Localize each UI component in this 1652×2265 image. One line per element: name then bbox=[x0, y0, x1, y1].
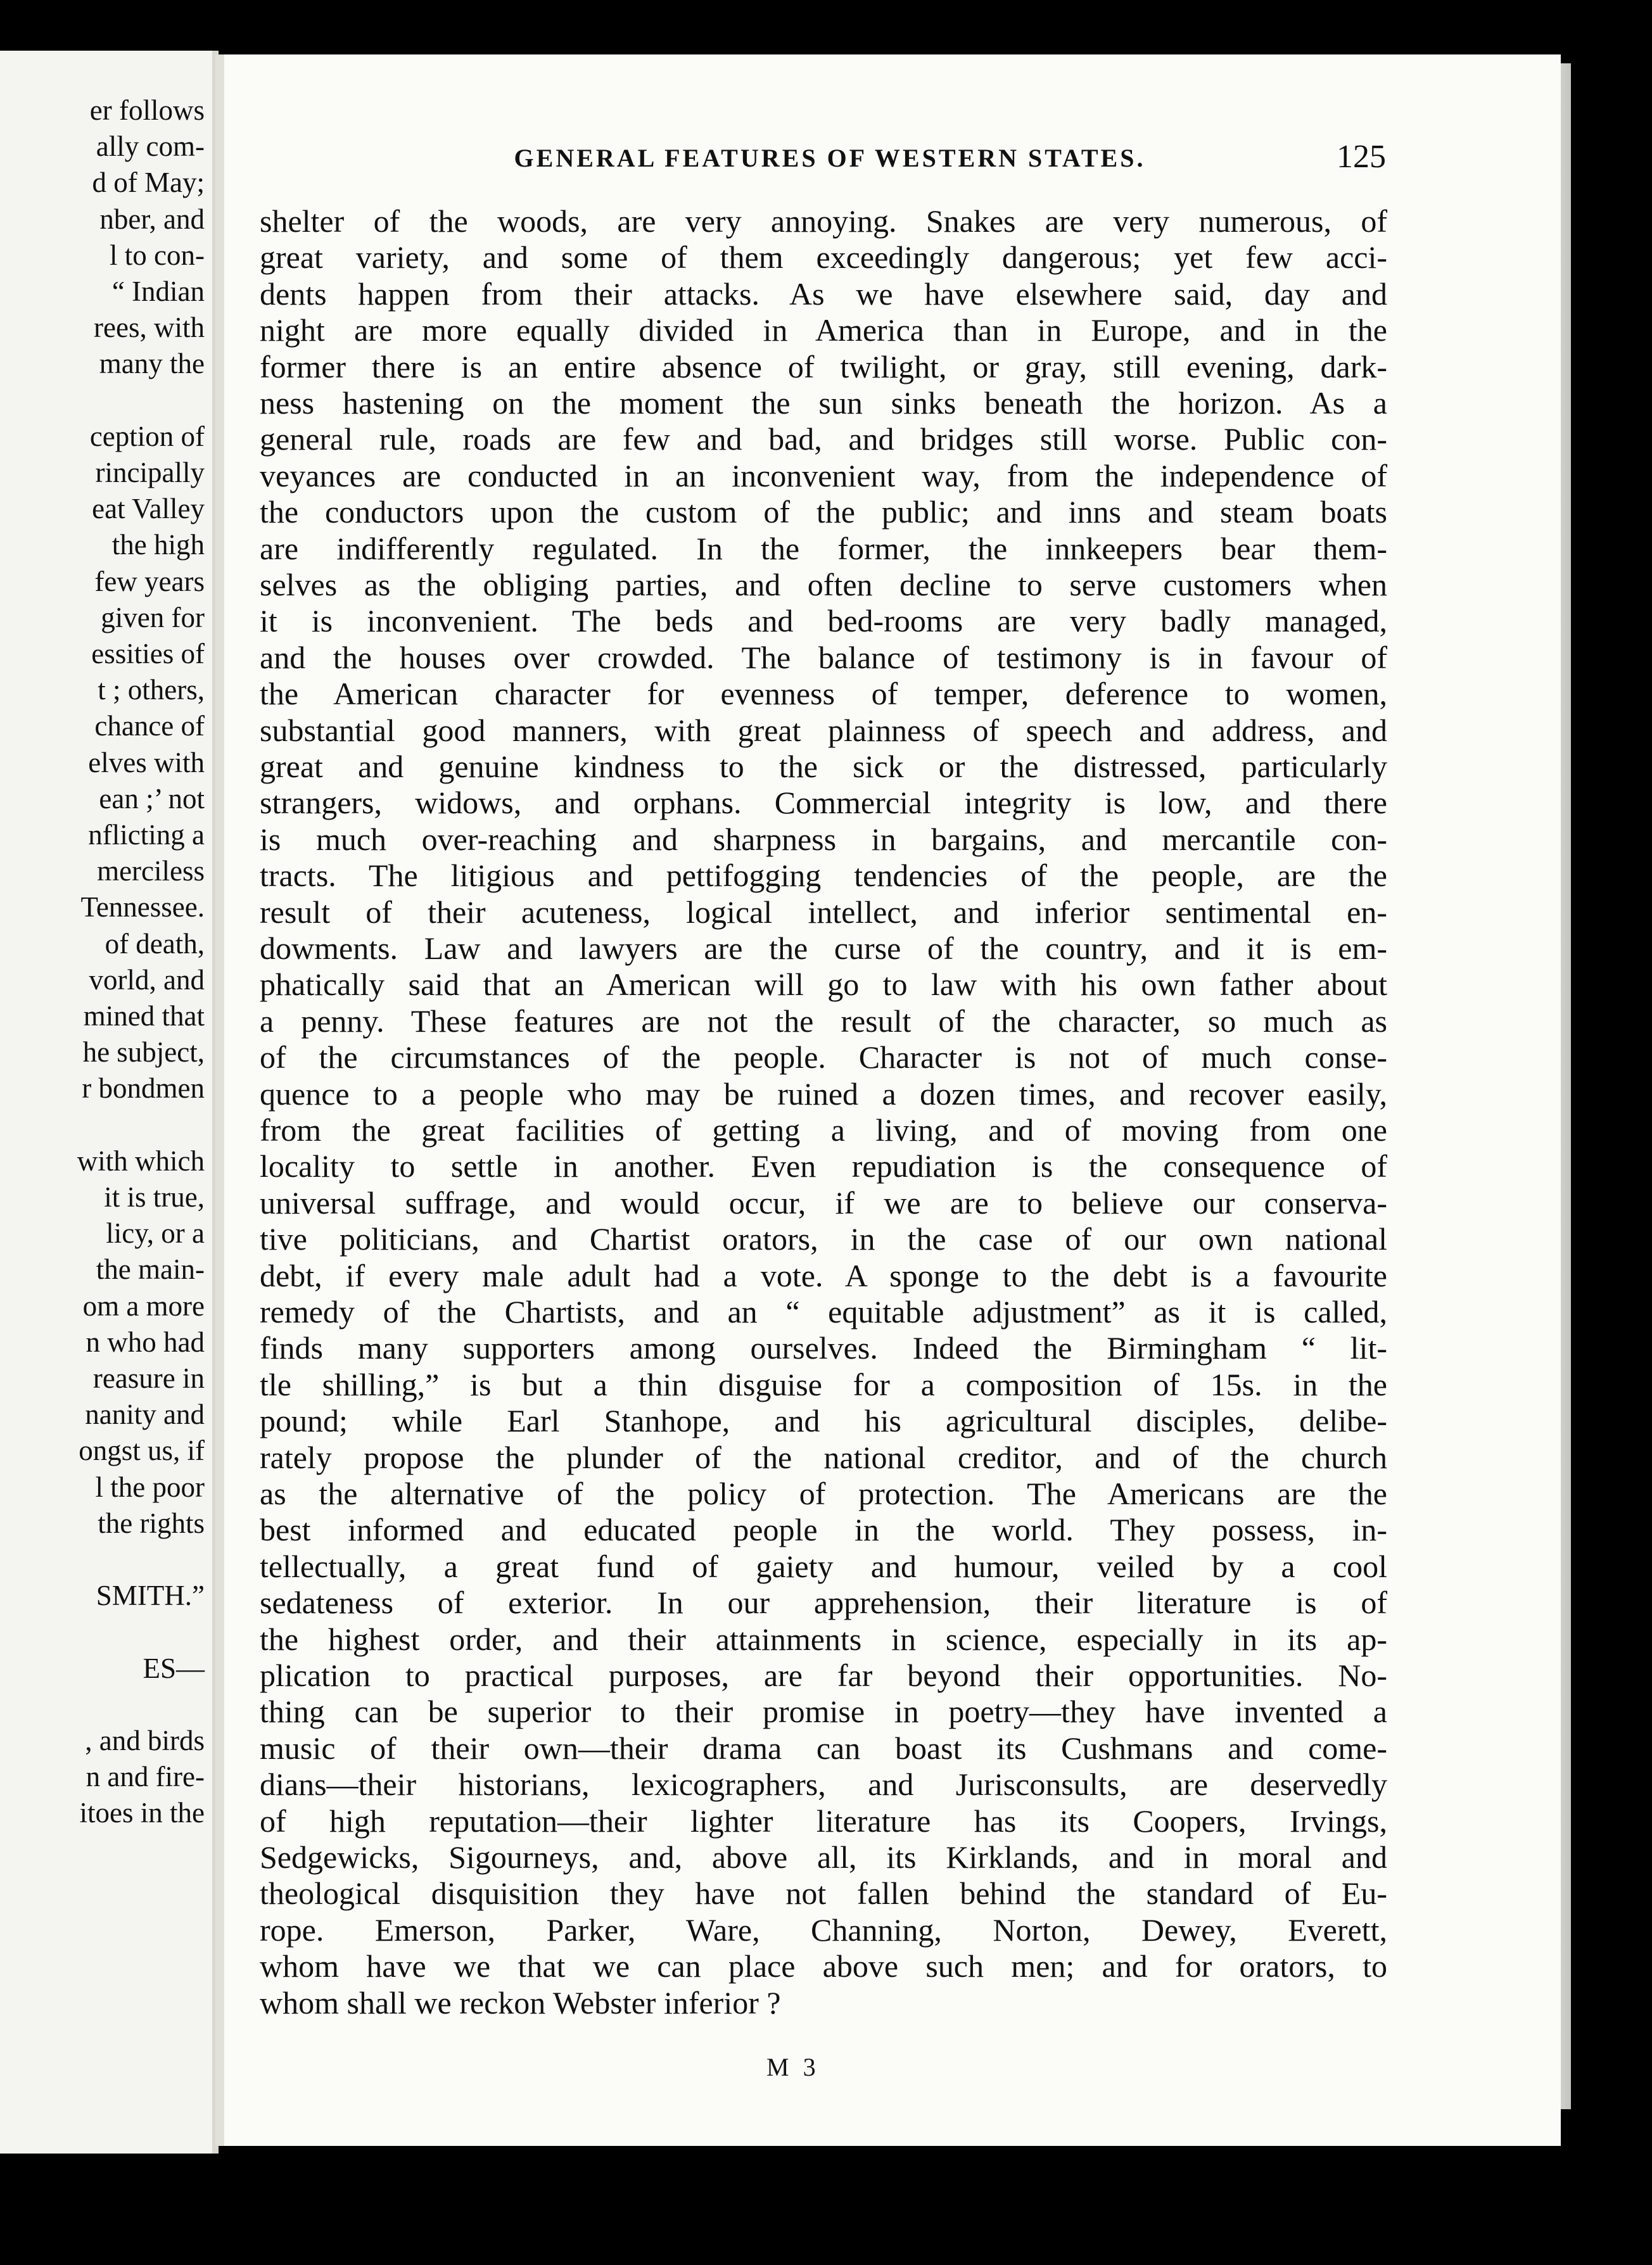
body-text-line: locality to settle in another. Even repudiation is the consequence of bbox=[260, 1148, 1387, 1184]
left-facing-page bbox=[0, 51, 219, 2154]
left-text-line: ongst us, if bbox=[79, 1435, 205, 1467]
body-text-line: theological disquisition they have not fallen behind the standard of Eu- bbox=[260, 1875, 1387, 1912]
body-text-line: tle shilling,” is but a thin disguise for a composition of 15s. in the bbox=[260, 1366, 1387, 1402]
body-text-line: the American character for evenness of temper, deference to women, bbox=[260, 676, 1387, 712]
left-text-line: , and birds bbox=[85, 1725, 205, 1756]
left-text-line: mined that bbox=[83, 1000, 205, 1032]
body-text-line: substantial good manners, with great plainness of speech and address, and bbox=[260, 712, 1387, 748]
body-text-line: result of their acuteness, logical intellect, and inferior sentimental en- bbox=[260, 894, 1387, 930]
body-text-line: thing can be superior to their promise in poetry—they have invented a bbox=[260, 1694, 1387, 1730]
body-text-line: from the great facilities of getting a living, and of moving from one bbox=[260, 1112, 1387, 1148]
left-text-line: given for bbox=[101, 601, 205, 633]
body-text-line: great variety, and some of them exceedingly dangerous; yet few acci- bbox=[260, 239, 1387, 276]
left-text-line: er follows bbox=[89, 94, 205, 126]
body-text-line: general rule, roads are few and bad, and bridges still worse. Public con- bbox=[260, 421, 1387, 457]
body-text-line: ness hastening on the moment the sun sinks beneath the horizon. As a bbox=[260, 385, 1387, 421]
page-number: 125 bbox=[1337, 139, 1386, 175]
left-text-line: the rights bbox=[98, 1507, 205, 1539]
left-text-line: the high bbox=[111, 529, 205, 561]
left-text-line: he subject, bbox=[82, 1036, 205, 1069]
left-text-line: few years bbox=[94, 565, 205, 597]
body-text-line: is much over-reaching and sharpness in bargains, and mercantile con- bbox=[260, 821, 1387, 857]
left-text-line: d of May; bbox=[92, 167, 205, 199]
signature-mark: M 3 bbox=[766, 2053, 820, 2081]
left-text-line: nanity and bbox=[85, 1399, 205, 1431]
body-text-line: of high reputation—their lighter literature has its Coopers, Irvings, bbox=[260, 1803, 1387, 1839]
body-text-line: universal suffrage, and would occur, if we are to believe our conserva- bbox=[260, 1184, 1387, 1221]
left-text-line: ean ;’ not bbox=[99, 782, 205, 815]
left-text-line: reasure in bbox=[92, 1362, 205, 1394]
left-text-line: t ; others, bbox=[98, 674, 205, 706]
body-text-line: former there is an entire absence of twilight, or gray, still evening, dark- bbox=[260, 348, 1387, 384]
left-text-line: Tennessee. bbox=[80, 891, 205, 923]
left-text-line: licy, or a bbox=[106, 1217, 205, 1250]
left-text-line: om a more bbox=[82, 1290, 205, 1322]
body-text-line: remedy of the Chartists, and an “ equitable adjustment” as it is called, bbox=[260, 1294, 1387, 1329]
body-text-line: dians—their historians, lexicographers, and Jurisconsults, are deservedly bbox=[260, 1767, 1387, 1803]
left-text-line: ception of bbox=[89, 420, 205, 452]
left-text-line: n and fire- bbox=[86, 1761, 205, 1793]
body-text-line: pound; while Earl Stanhope, and his agricultural disciples, delibe- bbox=[260, 1403, 1387, 1439]
body-text-line: selves as the obliging parties, and often decline to serve customers when bbox=[260, 567, 1387, 602]
body-text-line: whom shall we reckon Webster inferior ? bbox=[260, 1984, 781, 2021]
left-text-line: merciless bbox=[97, 855, 205, 887]
left-text-line: many the bbox=[99, 348, 205, 380]
body-text-line: best informed and educated people in the world. They possess, in- bbox=[260, 1512, 1387, 1548]
left-text-line: rees, with bbox=[94, 312, 205, 344]
body-text-line: plication to practical purposes, are far beyond their opportunities. No- bbox=[260, 1658, 1387, 1693]
left-text-line: r bondmen bbox=[82, 1072, 205, 1105]
body-text-line: of the circumstances of the people. Character is not of much conse- bbox=[260, 1039, 1387, 1075]
body-text-line: are indifferently regulated. In the former, the innkeepers bear them- bbox=[260, 530, 1387, 566]
body-text-line: phatically said that an American will go to law with his own father about bbox=[260, 967, 1387, 1003]
body-text-line: tive politicians, and Chartist orators, in the case of our own national bbox=[260, 1221, 1387, 1257]
left-text-line: chance of bbox=[94, 710, 205, 742]
left-text-line: with which bbox=[77, 1145, 205, 1177]
body-text-line: dowments. Law and lawyers are the curse of the country, and it is em- bbox=[260, 930, 1387, 966]
left-text-line: itoes in the bbox=[79, 1797, 205, 1829]
left-text-line: l the poor bbox=[95, 1471, 205, 1503]
body-text-line: a penny. These features are not the result of the character, so much as bbox=[260, 1003, 1387, 1039]
left-text-line: of death, bbox=[105, 927, 205, 960]
body-text-line: tellectually, a great fund of gaiety and humour, veiled by a cool bbox=[260, 1548, 1387, 1584]
left-text-line: it is true, bbox=[104, 1181, 205, 1213]
left-text-line: n who had bbox=[86, 1326, 205, 1358]
body-text-line: veyances are conducted in an inconvenient way, from the independence of bbox=[260, 457, 1387, 493]
body-text-line: strangers, widows, and orphans. Commercial integrity is low, and there bbox=[260, 785, 1387, 821]
left-text-line: rincipally bbox=[95, 457, 205, 488]
body-text-line: night are more equally divided in America than in Europe, and in the bbox=[260, 312, 1387, 348]
body-text-line: the conductors upon the custom of the public; and inns and steam boats bbox=[260, 494, 1387, 530]
body-text-line: Sedgewicks, Sigourneys, and, above all, its Kirklands, and in moral and bbox=[260, 1839, 1387, 1875]
left-text-line: ES— bbox=[143, 1652, 205, 1684]
left-text-line: elves with bbox=[88, 746, 205, 778]
left-text-line: nber, and bbox=[99, 203, 205, 235]
left-text-line: l to con- bbox=[110, 239, 205, 271]
body-text-line: music of their own—their drama can boast its Cushmans and come- bbox=[260, 1730, 1387, 1766]
body-text-line: debt, if every male adult had a vote. A sponge to the debt is a favourite bbox=[260, 1257, 1387, 1293]
body-text-line: tracts. The litigious and pettifogging tendencies of the people, are the bbox=[260, 858, 1387, 894]
body-text-line: rately propose the plunder of the national creditor, and of the church bbox=[260, 1439, 1387, 1475]
body-text-line: and the houses over crowded. The balance of testimony is in favour of bbox=[260, 639, 1387, 675]
left-text-line: vorld, and bbox=[89, 963, 205, 996]
left-text-line: “ Indian bbox=[111, 276, 205, 307]
body-text-line: rope. Emerson, Parker, Ware, Channing, Norton, Dewey, Everett, bbox=[260, 1912, 1387, 1948]
left-text-line: eat Valley bbox=[92, 493, 205, 525]
left-text-line: nflicting a bbox=[88, 819, 205, 851]
body-text-line: quence to a people who may be ruined a dozen times, and recover easily, bbox=[260, 1075, 1387, 1112]
body-text-line: the highest order, and their attainments in science, especially in its ap- bbox=[260, 1621, 1387, 1657]
body-text-line: shelter of the woods, are very annoying. Snakes are very numerous, of bbox=[260, 203, 1387, 239]
body-text-line: as the alternative of the policy of protection. The Americans are the bbox=[260, 1476, 1387, 1511]
running-head: GENERAL FEATURES OF WESTERN STATES. bbox=[514, 144, 1146, 172]
left-text-line: SMITH.” bbox=[96, 1580, 205, 1612]
left-text-line: ally com- bbox=[96, 130, 205, 163]
body-text-line: finds many supporters among ourselves. Indeed the Birmingham “ lit- bbox=[260, 1330, 1387, 1366]
body-text-line: whom have we that we can place above such men; and for orators, to bbox=[260, 1948, 1387, 1984]
body-text-line: it is inconvenient. The beds and bed-rooms are very badly managed, bbox=[260, 603, 1387, 639]
body-text-line: dents happen from their attacks. As we have elsewhere said, day and bbox=[260, 276, 1387, 312]
body-text-line: sedateness of exterior. In our apprehension, their literature is of bbox=[260, 1585, 1387, 1621]
body-text-line: great and genuine kindness to the sick or the distressed, particularly bbox=[260, 749, 1387, 784]
left-text-line: essities of bbox=[91, 638, 205, 669]
left-text-line: the main- bbox=[96, 1253, 205, 1286]
